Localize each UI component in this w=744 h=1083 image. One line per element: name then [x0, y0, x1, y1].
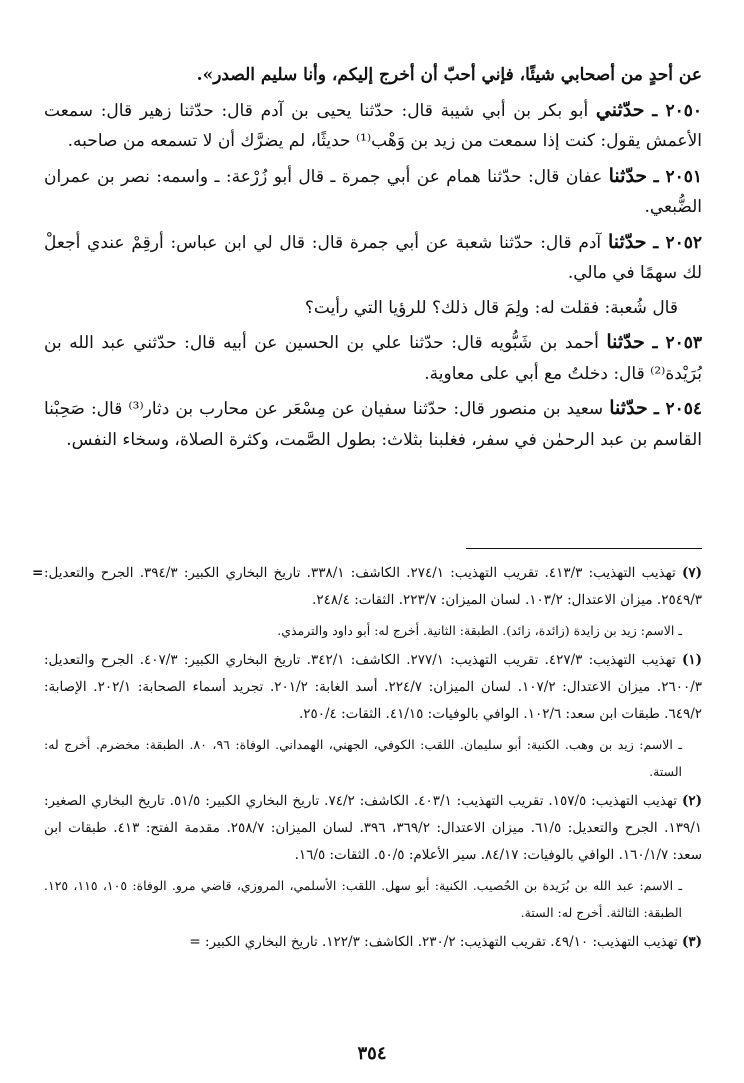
hadith-keyword: حدّثنا — [607, 230, 647, 253]
footnote-1 — [44, 647, 702, 728]
footnote-mark: (٢) — [681, 793, 702, 809]
hadith-2052-note: قال شُعبة: فقلت له: ولِمَ قال ذلك؟ للرؤيا التي رأيت؟ — [304, 297, 678, 318]
footnote-mark: (٣) — [681, 934, 702, 950]
hadith-text: عفان قال: حدّثنا همام عن أبي جمرة ـ قال أبو زُرْعة: ـ واسمه: نصر بن عمران الضُّبعي. — [44, 166, 702, 217]
hadith-number: ٢٠٥٠ ـ — [652, 100, 702, 121]
hadith-number: ٢٠٥٤ ـ — [653, 399, 703, 419]
footnote-7-bio: ـ الاسم: زيد بن زايدة (زائدة، زائد). الطبقة: الثانية. أخرج له: أبو داود والترمذي. — [277, 623, 682, 638]
footnote-2-bio: ـ الاسم: عبد الله بن بُرَيدة بن الحُصيب. الكنية: أبو سهل. اللقب: الأسلمي، المروزي، قاضي مرو. الوفاة: ١٠٥، ١١٥، ١٢٥. الطبقة: الثالثة. أخرج له: الستة. — [44, 878, 682, 920]
hadith-text: أحمد بن شَبُّويه قال: حدّثنا علي بن الحسين عن أبيه قال: حدّثني عبد الله بن بُرَيْدة⁽²⁾ قال: دخلتُ مع أبي على معاوية. — [44, 333, 702, 384]
hadith-2051 — [44, 161, 702, 223]
footnotes — [32, 560, 702, 959]
main-text — [44, 60, 702, 459]
footnote-text: تهذيب التهذيب: ٤٢٧/٣. تقريب التهذيب: ٢٧٧/١. الكاشف: ٣٤٢/١. تاريخ البخاري الكبير: ٤٠٧/٣. الجرح والتعديل: ٢٦٠٠/٣. ميزان الاعتدال: ١٠٧/٢. لسان الميزان: ٢٢٤/٧. أسد الغابة: ٢٠١/٢. تجريد أسماء الصحابة: ٢٠٢/١. الإصابة: ٦٤٩/٢. طبقات ابن سعد: ١٠٢/٦. الوافي بالوفيات: ٤١/١٥. الثقات: ٢٥٠/٤. — [44, 652, 702, 722]
hadith-keyword: حدّثنا — [608, 164, 648, 187]
hadith-number: ٢٠٥١ ـ — [653, 166, 703, 187]
hadith-keyword: حدّثني — [595, 98, 645, 121]
hadith-number: ٢٠٥٣ ـ — [652, 333, 703, 353]
footnote-separator — [466, 548, 702, 549]
page-number: ٣٥٤ — [357, 1043, 387, 1064]
hadith-2054 — [44, 393, 702, 455]
hadith-text: آدم قال: حدّثنا شعبة عن أبي جمرة قال: قال لي ابن عباس: أرقِمْ عندي أجعلْ لك سهمًا في مالي. — [44, 232, 702, 283]
footnote-3 — [44, 929, 702, 956]
continuation-mark: = — [32, 565, 44, 581]
lead-line: عن أحدٍ من أصحابي شيئًا، فإني أحبّ أن أخرج إليكم، وأنا سليم الصدر». — [196, 65, 702, 85]
hadith-number: ٢٠٥٢ ـ — [653, 232, 703, 253]
hadith-2050 — [44, 95, 702, 157]
hadith-2052 — [44, 227, 702, 289]
footnote-text: تهذيب التهذيب: ٤١٣/٣. تقريب التهذيب: ٢٧٤/١. الكاشف: ٣٣٨/١. تاريخ البخاري الكبير: ٣٩٤/٣. الجرح والتعديل: ٢٥٤٩/٣. ميزان الاعتدال: ١٠٣/٢. لسان الميزان: ٢٢٣/٧. الثقات: ٢٤٨/٤. — [44, 565, 702, 608]
footnote-7 — [32, 560, 702, 614]
footnote-text: تهذيب التهذيب: ٤٩/١٠. تقريب التهذيب: ٢٣٠/٢. الكاشف: ١٢٢/٣. تاريخ البخاري الكبير: = — [189, 934, 678, 950]
hadith-text: أبو بكر بن أبي شيبة قال: حدّثنا يحيى بن آدم قال: حدّثنا زهير قال: سمعت الأعمش يقول: كنت إذا سمعت من زيد بن وَهْب⁽¹⁾ حديثًا، لم يضرَّك أن لا تسمعه من صاحبه. — [44, 100, 702, 151]
footnote-text: تهذيب التهذيب: ١٥٧/٥. تقريب التهذيب: ٤٠٣/١. الكاشف: ٧٤/٢. تاريخ البخاري الكبير: ٥١/٥. تاريخ البخاري الصغير: ١٣٩/١. الجرح والتعديل: ٦١/٥. ميزان الاعتدال: ٣٦٩/٢، ٣٩٦. لسان الميزان: ٢٥٨/٧. مقدمة الفتح: ٤١٣. طبقات ابن سعد: ١٦٠/١/٧. الوافي بالوفيات: ٨٤/١٧. سير الأعلام: ٥٠/٥. الثقات: ١٦/٥. — [44, 793, 702, 863]
hadith-2053 — [44, 327, 702, 389]
footnote-mark: (١) — [681, 652, 702, 668]
footnote-2 — [44, 788, 702, 869]
hadith-text: سعيد بن منصور قال: حدّثنا سفيان عن مِسْعَر عن محارب بن دثار⁽³⁾ قال: صَحِبْنا القاسم بن عبد الرحمٰن في سفر، فغلبنا بثلاث: بطول الصَّمت، وكثرة الصلاة، وسخاء النفس. — [44, 399, 702, 450]
hadith-keyword: حدّثنا — [606, 331, 645, 353]
footnote-mark: (٧) — [681, 565, 702, 581]
footnote-1-bio: ـ الاسم: زيد بن وهب. الكنية: أبو سليمان. اللقب: الكوفي، الجهني، الهمداني. الوفاة: ٩٦، ٨٠. الطبقة: مخضرم. أخرج له: الستة. — [44, 737, 682, 779]
hadith-keyword: حدّثنا — [609, 397, 648, 419]
